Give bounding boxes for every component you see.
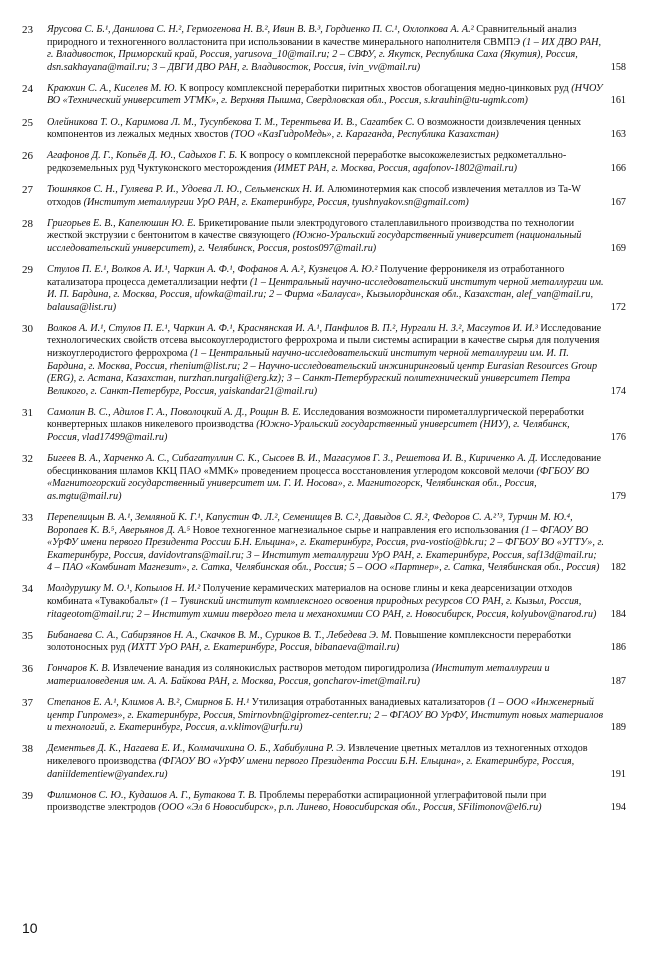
toc-entry[interactable]	[22, 117, 626, 142]
entry-affiliation: (ФГБОУ ВО «Магнитогорский государственный университет им. Г. И. Носова», г. Магнитогорск, Челябинская обл., Россия, as.mgtu@mail.ru)	[47, 465, 590, 502]
entry-authors: Перепелицын В. А.¹, Земляной К. Г.¹, Капустин Ф. Л.², Семенищев В. С.², Давыдов С. Я.², Федоров С. А.²ʼ³, Турчин М. Ю.⁴, Воропаев К. В.⁵, Аверьянов Д. А.⁵	[47, 512, 573, 536]
toc-entry[interactable]	[22, 24, 626, 74]
entry-page: 184	[610, 608, 626, 620]
entry-body	[47, 83, 626, 108]
entry-body	[47, 743, 626, 781]
entry-title: К вопросу о комплексной переработке высокожелезистых редкометалльно-редкоземельных руд Чуктуконского месторождения	[47, 150, 567, 174]
entry-affiliation: (Институт металлургии и материаловедения им. А. А. Байкова РАН, г. Москва, Россия, goncharov-imet@mail.ru)	[47, 663, 550, 688]
entry-page: 176	[610, 432, 626, 444]
entry-title: Утилизация отработанных ванадиевых катализаторов	[251, 697, 485, 709]
toc-entry[interactable]	[22, 407, 626, 445]
entry-title: Сравнительный анализ природного и техногенного волластонита при использовании в качестве минерального наполнителя СВМПЭ	[47, 24, 577, 48]
toc-entry[interactable]	[22, 790, 626, 815]
entry-authors: Краюхин С. А., Киселев М. Ю.	[47, 82, 178, 94]
entry-affiliation: (1 – Центральный научно-исследовательский институт черной металлургии им. И. П. Бардина, г. Москва, Россия, rhenium@list.ru; 2 – Научно-исследовательский инжиниринговый центр Eurasian Resources Group (ERG), г. Астана, Казахстан, nurzhan.nurgali@erg.kz); 3 – Санкт-Петербургский политехнический университет Петра Великого, г. Санкт-Петербург, Россия, yaiskandar21@mail.ru)	[47, 347, 598, 397]
entry-number: 33	[22, 512, 33, 524]
entry-title: Получение керамических материалов на основе глины и кека деарсенизации отходов комбината «Тувакобальт»	[47, 583, 573, 608]
entry-body	[47, 150, 626, 175]
entry-number: 24	[22, 82, 33, 95]
entry-title: Проблемы переработки аспирационной углеграфитовой пыли при производстве электродов	[47, 789, 547, 814]
entry-page: 182	[610, 562, 626, 574]
entry-page: 167	[610, 196, 626, 208]
page-number: 10	[22, 920, 38, 936]
entry-title: Исследование обесцинкования шламов ККЦ ПАО «ММК» проведением процесса восстановления углеродом коксовой мелочи	[47, 453, 601, 477]
entry-authors: Молдурушку М. О.¹, Копылов Н. И.²	[47, 583, 201, 595]
entry-affiliation: (1 – ФГАОУ ВО «УрФУ имени первого Президента России Б.Н. Ельцина», г. Екатеринбург, Россия, pva-vostio@bk.ru; 2 – ФГБОУ ВО «УГТУ», г. Екатеринбург, Россия, davidovtrans@mail.ru; 3 – Институт металлургии УрО РАН, г. Екатеринбург, Россия, saf13d@mail.ru; 4 – ПАО «Комбинат Магнезит», г. Сатка, Челябинская обл., Россия; 5 – ООО «Партнер», г. Сатка, Челябинская обл., Россия)	[47, 524, 604, 574]
entry-affiliation: (ТОО «КазГидроМедь», г. Караганда, Республика Казахстан)	[230, 129, 499, 141]
entry-page: 166	[610, 162, 626, 174]
table-of-contents	[22, 24, 626, 823]
entry-authors: Филимонов С. Ю., Кудашов А. Г., Бутакова Т. В.	[47, 789, 257, 801]
entry-authors: Олейникова Т. О., Каримова Л. М., Тусупбекова Т. М., Терентьева И. В., Сагатбек С.	[47, 116, 415, 128]
entry-number: 26	[22, 150, 33, 163]
toc-entry[interactable]	[22, 83, 626, 108]
entry-page: 179	[610, 490, 626, 502]
entry-title: Извлечение цветных металлов из техногенных отходов никелевого производства	[47, 743, 588, 767]
entry-authors: Бигеев В. А., Харченко А. С., Сибагатуллин С. К., Сысоев В. И., Магасумов Г. З., Решетова И. В., Кириченко А. Д.	[47, 453, 538, 465]
entry-title: Новое техногенное магнезиальное сырье и направления его использования	[192, 524, 519, 536]
entry-affiliation: (1 – ООО «Инженерный центр Гипромез», г. Екатеринбург, Россия, Smirnovbn@gipromez-center.ru; 2 – ФГАОУ ВО УрФУ, Институт новых материалов и технологий, г. Екатеринбург, Россия, a.v.klimov@urfu.ru)	[47, 697, 604, 734]
entry-affiliation: (ООО «Эл 6 Новосибирск», р.п. Линево, Новосибирская обл., Россия, SFilimonov@el6.ru)	[158, 802, 542, 814]
entry-authors: Ярусова С. Б.¹, Данилова С. Н.², Гермогенова Н. В.², Ивин В. В.³, Гордиенко П. С.¹, Охлопкова А. А.²	[47, 24, 474, 35]
entry-affiliation: (Южно-Уральский государственный университет (национальный исследовательский университет), г. Челябинск, Россия, postos097@mail.ru)	[47, 230, 582, 254]
entry-number: 27	[22, 183, 33, 196]
entry-affiliation: (НЧОУ ВО «Технический университет УГМК», г. Верхняя Пышма, Свердловская обл., Россия, s.krauhin@tu-ugmk.com)	[47, 82, 603, 107]
entry-number: 34	[22, 583, 33, 596]
entry-title: Брикетирование пыли электродугового сталеплавильного производства по технологии жесткой экструзии с бентонитом в качестве связующего	[47, 217, 575, 242]
entry-title: Получение ферроникеля из отработанного катализатора процесса деметаллизации нефти	[47, 263, 565, 288]
toc-entry[interactable]	[22, 150, 626, 175]
entry-number: 30	[22, 322, 33, 335]
entry-body	[47, 453, 626, 503]
entry-number: 38	[22, 743, 33, 756]
entry-number: 25	[22, 116, 33, 129]
entry-body	[47, 663, 626, 688]
entry-body	[47, 323, 626, 399]
entry-number: 37	[22, 697, 33, 710]
toc-entry[interactable]	[22, 512, 626, 575]
toc-entry[interactable]	[22, 184, 626, 209]
entry-number: 32	[22, 453, 33, 466]
entry-body	[47, 264, 626, 314]
entry-number: 35	[22, 629, 33, 642]
entry-number: 29	[22, 263, 33, 276]
entry-authors: Гончаров К. В.	[47, 663, 111, 675]
entry-authors: Стулов П. Е.¹, Волков А. И.¹, Чаркин А. Ф.¹, Фофанов А. А.², Кузнецов А. Ю.²	[47, 263, 378, 275]
entry-body	[47, 512, 626, 575]
entry-page: 194	[610, 802, 626, 814]
entry-page: 174	[610, 385, 626, 397]
entry-page: 189	[610, 722, 626, 734]
entry-body	[47, 583, 626, 621]
entry-authors: Самолин В. С., Адилов Г. А., Поволоцкий А. Д., Рощин В. Е.	[47, 406, 301, 418]
toc-entry[interactable]	[22, 264, 626, 314]
entry-affiliation: (Южно-Уральский государственный университет (НИУ), г. Челябинск, Россия, vlad17499@mail.ru)	[47, 419, 570, 444]
entry-page: 158	[610, 61, 626, 73]
entry-title: Извлечение ванадия из солянокислых растворов методом пирогидролиза	[112, 663, 430, 675]
entry-affiliation: (Институт металлургии УрО РАН, г. Екатеринбург, Россия, tyushnyakov.sn@gmail.com)	[83, 196, 469, 208]
toc-entry[interactable]	[22, 663, 626, 688]
toc-entry[interactable]	[22, 697, 626, 735]
toc-entry[interactable]	[22, 583, 626, 621]
entry-title: Повышение комплексности переработки золотоносных руд	[47, 629, 572, 654]
entry-authors: Бибанаева С. А., Сабирзянов Н. А., Скачков В. М., Суриков В. Т., Лебедева Э. М.	[47, 629, 393, 641]
entry-page: 187	[610, 676, 626, 688]
entry-number: 28	[22, 217, 33, 230]
entry-body	[47, 697, 626, 735]
entry-page: 191	[610, 768, 626, 780]
entry-number: 23	[22, 24, 33, 36]
entry-authors: Агафонов Д. Г., Копьёв Д. Ю., Садыхов Г. Б.	[47, 150, 238, 162]
entry-page: 172	[610, 301, 626, 313]
entry-authors: Григорьев Е. В., Капелюшин Ю. Е.	[47, 217, 196, 229]
entry-number: 36	[22, 663, 33, 676]
entry-title: О возможности доизвлечения ценных компонентов из лежалых медных хвостов	[47, 116, 582, 141]
entry-affiliation: (1 – ИХ ДВО РАН, г. Владивосток, Приморский край, Россия, yarusova_10@mail.ru; 2 – СВФУ, г. Якутск, Республика Саха (Якутия), Россия, dsn.sakhayana@mail.ru; 3 – ДВГИ ДВО РАН, г. Владивосток, Россия, ivin_vv@mail.ru)	[47, 36, 602, 73]
entry-page: 186	[610, 642, 626, 654]
entry-authors: Дементьев Д. К., Нагаева Е. И., Колмачихина О. Б., Хабибулина Р. Э.	[47, 743, 346, 755]
toc-entry[interactable]	[22, 218, 626, 256]
entry-body	[47, 790, 626, 815]
entry-number: 39	[22, 789, 33, 802]
entry-page: 161	[610, 95, 626, 107]
toc-entry[interactable]	[22, 323, 626, 399]
entry-title: Исследования возможности пирометаллургической переработки конвертерных шлаков никелевого производства	[47, 406, 584, 431]
entry-authors: Степанов Е. А.¹, Климов А. В.², Смирнов Б. Н.¹	[47, 697, 250, 709]
entry-title: К вопросу комплексной переработки пиритных хвостов обогащения медно-цинковых руд	[179, 82, 569, 94]
entry-title: Исследование технологических свойств отсева высокоуглеродистого феррохрома и пыли системы аспирации в качестве сырья для получения низкоуглеродистого феррохрома	[47, 322, 602, 359]
entry-page: 163	[610, 129, 626, 141]
entry-authors: Тюшняков С. Н., Гуляева Р. И., Удоева Л. Ю., Сельменских Н. И.	[47, 183, 325, 195]
entry-body	[47, 117, 626, 142]
entry-body	[47, 24, 626, 74]
entry-affiliation: (ИХТТ УрО РАН, г. Екатеринбург, Россия, bibanaeva@mail.ru)	[127, 642, 400, 654]
entry-affiliation: (ИМЕТ РАН, г. Москва, Россия, agafonov-1802@mail.ru)	[274, 162, 517, 174]
entry-body	[47, 218, 626, 256]
toc-entry[interactable]	[22, 743, 626, 781]
entry-authors: Волков А. И.¹, Стулов П. Е.¹, Чаркин А. Ф.¹, Краснянская И. А.¹, Панфилов В. П.², Нургали Н. З.², Масгутов И. И.³	[47, 322, 538, 334]
entry-number: 31	[22, 406, 33, 419]
entry-body	[47, 630, 626, 655]
entry-affiliation: (1 – Тувинский институт комплексного освоения природных ресурсов СО РАН, г. Кызыл, Россия, ritageotom@mail.ru; 2 – Институт химии твердого тела и механохимии СО РАН, г. Новосибирск, Россия, kolyubov@narod.ru)	[47, 596, 597, 620]
entry-affiliation: (ФГАОУ ВО «УрФУ имени первого Президента России Б.Н. Ельцина», г. Екатеринбург, Россия, daniildementiew@yandex.ru)	[47, 756, 575, 780]
entry-title: Алюминотермия как способ извлечения металлов из Ta-W отходов	[47, 183, 581, 208]
toc-entry[interactable]	[22, 630, 626, 655]
entry-affiliation: (1 – Центральный научно-исследовательский институт черной металлургии им. И. П. Бардина, г. Москва, Россия, ufowka@mail.ru; 2 – Фирма «Балауса», Кызылординская обл., Казахстан, alef_van@mail.ru, balausa@list.ru)	[47, 276, 604, 313]
entry-page: 169	[610, 242, 626, 254]
entry-body	[47, 407, 626, 445]
toc-entry[interactable]	[22, 453, 626, 503]
entry-body	[47, 184, 626, 209]
